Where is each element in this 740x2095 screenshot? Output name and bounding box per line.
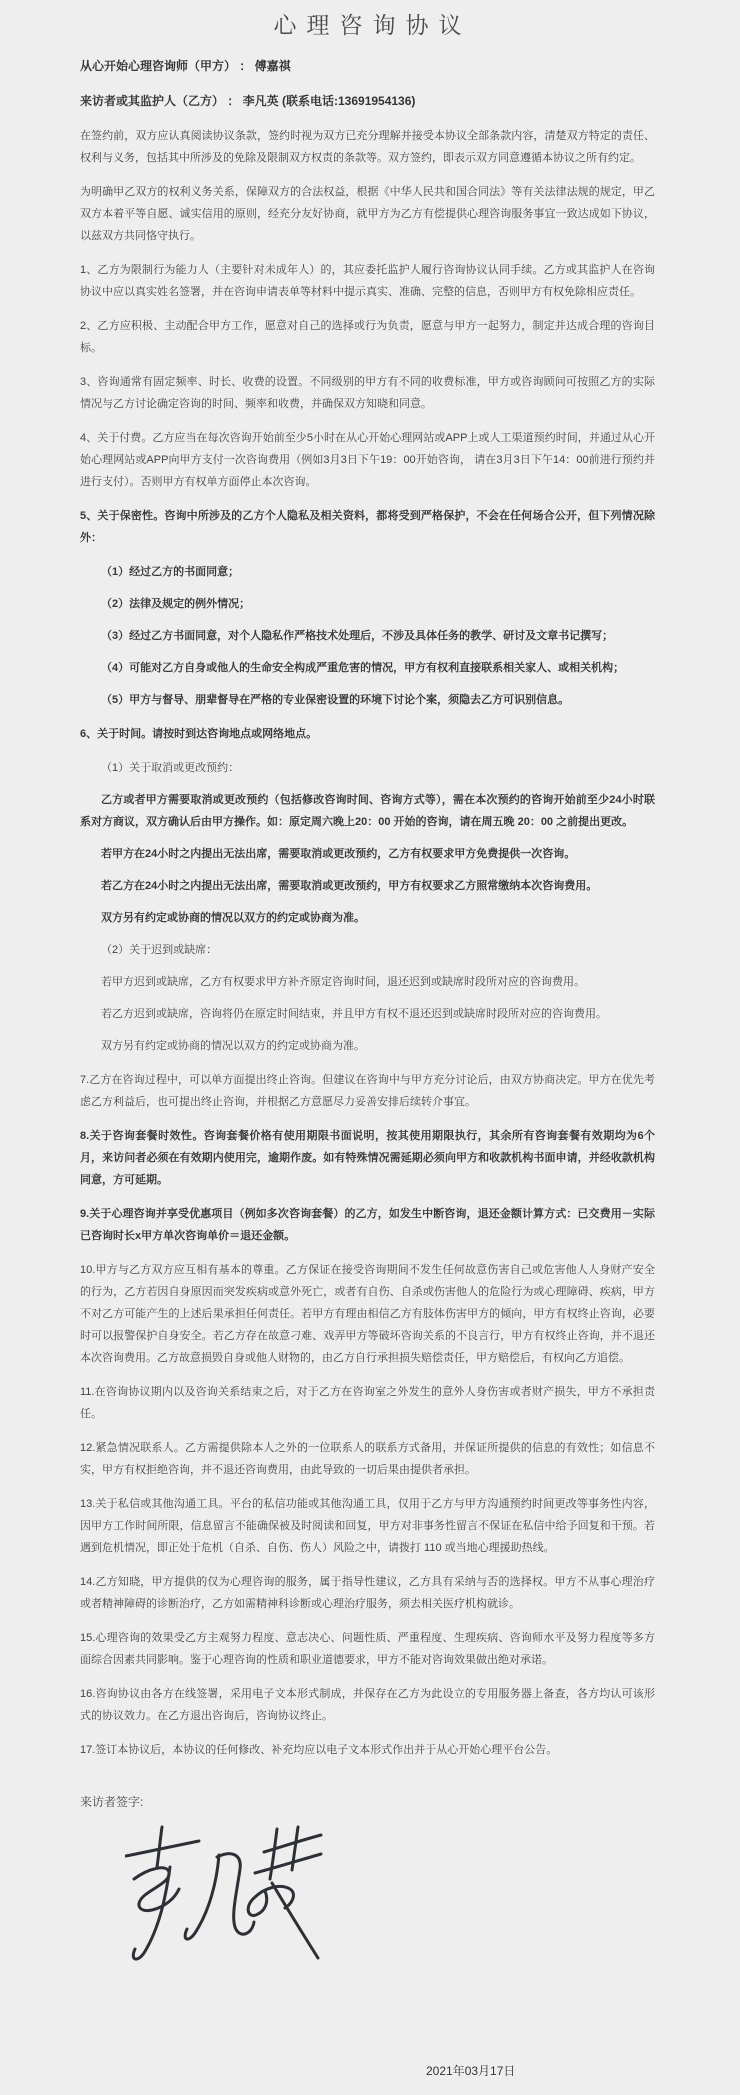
clause-6-time: 6、关于时间。请按时到达咨询地点或网络地点。 xyxy=(80,728,318,740)
clause-5-exception-2: （2）法律及规定的例外情况； xyxy=(101,598,251,610)
handwritten-signature-image xyxy=(125,1825,325,1993)
clause-5-exception-4: （4）可能对乙方自身或他人的生命安全构成严重危害的情况，甲方有权利直接联系相关家人、或相关机构； xyxy=(101,662,625,674)
party-a-line: 从心开始心理咨询师（甲方） ： 傅嘉祺 xyxy=(80,59,291,73)
clause-9-refund-formula: 9.关于心理咨询并享受优惠项目（例如多次咨询套餐）的乙方，如发生中断咨询，退还金额计算方式：已交费用－实际已咨询时长x甲方单次咨询单价＝退还金额。 xyxy=(80,1208,655,1242)
page-title: 心理咨询协议 xyxy=(273,12,472,38)
clause-16-electronic-signing: 16.咨询协议由各方在线签署，采用电子文本形式制成，并保存在乙方为此设立的专用服务器上备查，各方均认可该形式的协议效力。在乙方退出咨询后，咨询协议终止。 xyxy=(80,1688,655,1722)
signature-date-text: 2021年03月17日 xyxy=(426,2064,516,2078)
clause-5-confidentiality: 5、关于保密性。咨询中所涉及的乙方个人隐私及相关资料，都将受到严格保护，不会在任何场合公开，但下列情况除外： xyxy=(80,510,655,544)
clause-6-2-party-a-late: 若甲方迟到或缺席，乙方有权要求甲方补齐原定咨询时间，退还迟到或缺席时段所对应的咨询费用。 xyxy=(101,976,585,988)
clause-12-emergency-contact: 12.紧急情况联系人。乙方需提供除本人之外的一位联系人的联系方式备用，并保证所提供的信息的有效性；如信息不实，甲方有权拒绝咨询，并不退还咨询费用，由此导致的一切后果由提供者承担。 xyxy=(80,1442,655,1476)
clause-4-payment: 4、关于付费。乙方应当在每次咨询开始前至少5小时在从心开始心理网站或APP上或人工渠道预约时间，并通过从心开始心理网站或APP向甲方支付一次咨询费用（例如3月3日下午19：00开始咨询， 请在3月3日下午14：00前进行预约并进行支付）。否则甲方有权单方面停止本次咨询。 xyxy=(80,432,655,488)
clause-15-effect-disclaimer: 15.心理咨询的效果受乙方主观努力程度、意志决心、问题性质、严重程度、生理疾病、咨询师水平及努力程度等多方面综合因素共同影响。鉴于心理咨询的性质和职业道德要求，甲方不能对咨询效果做出绝对承诺。 xyxy=(80,1632,655,1666)
clause-5-exception-5: （5）甲方与督导、朋辈督导在严格的专业保密设置的环境下讨论个案，须隐去乙方可识别信息。 xyxy=(101,694,570,706)
preamble-acknowledgement: 在签约前，双方应认真阅读协议条款，签约时视为双方已充分理解并接受本协议全部条款内容，清楚双方特定的责任、权利与义务，包括其中所涉及的免除及限制双方权责的条款等。双方签约，即表示双方同意遵循本协议之所有约定。 xyxy=(80,130,655,164)
clause-6-1-heading: （1）关于取消或更改预约： xyxy=(101,762,240,774)
clause-2-cooperation: 2、乙方应积极、主动配合甲方工作，愿意对自己的选择或行为负责，愿意与甲方一起努力，制定并达成合理的咨询目标。 xyxy=(80,320,655,354)
clause-14-service-scope: 14.乙方知晓，甲方提供的仅为心理咨询的服务，属于指导性建议，乙方具有采纳与否的选择权。甲方不从事心理治疗或者精神障碍的诊断治疗，乙方如需精神科诊断或心理治疗服务，须去相关医疗机构就诊。 xyxy=(80,1576,655,1610)
clause-6-2-party-b-late: 若乙方迟到或缺席，咨询将仍在原定时间结束，并且甲方有权不退还迟到或缺席时段所对应的咨询费用。 xyxy=(101,1008,607,1020)
clause-13-messaging: 13.关于私信或其他沟通工具。平台的私信功能或其他沟通工具，仅用于乙方与甲方沟通预约时间更改等事务性内容，因甲方工作时间所限，信息留言不能确保被及时阅读和回复，甲方对非事务性留言不保证在私信中给予回复和干预。若遇到危机情况，即正处于危机（自杀、自伤、伤人）风险之中，请拨打 110 或当地心理援助热线。 xyxy=(80,1498,655,1554)
clause-17-amendments: 17.签订本协议后，本协议的任何修改、补充均应以电子文本形式作出并于从心开始心理平台公告。 xyxy=(80,1744,558,1756)
clause-8-package-validity: 8.关于咨询套餐时效性。咨询套餐价格有使用期限书面说明，按其使用期限执行，其余所有咨询套餐有效期均为6个月，来访问者必须在有效期内使用完，逾期作废。如有特殊情况需延期必须向甲方和收款机构书面申请，并经收款机构同意，方可延期。 xyxy=(80,1130,655,1186)
clause-6-1-party-a-cancel: 若甲方在24小时之内提出无法出席，需要取消或更改预约，乙方有权要求甲方免费提供一次咨询。 xyxy=(101,848,576,860)
party-b-line: 来访者或其监护人（乙方） ： 李凡英 (联系电话:13691954136) xyxy=(80,94,416,108)
clause-11-liability: 11.在咨询协议期内以及咨询关系结束之后，对于乙方在咨询室之外发生的意外人身伤害或者财产损失，甲方不承担责任。 xyxy=(80,1386,655,1420)
visitor-signature xyxy=(125,1825,325,1993)
clause-7-termination: 7.乙方在咨询过程中，可以单方面提出终止咨询。但建议在咨询中与甲方充分讨论后，由双方协商决定。甲方在优先考虑乙方利益后，也可提出终止咨询，并根据乙方意愿尽力妥善安排后续转介事宜。 xyxy=(80,1074,655,1108)
clause-6-2-heading: （2）关于迟到或缺席： xyxy=(101,944,218,956)
clause-3-fees-setting: 3、咨询通常有固定频率、时长、收费的设置。不同级别的甲方有不同的收费标准，甲方或咨询顾问可按照乙方的实际情况与乙方讨论确定咨询的时间、频率和收费，并确保双方知晓和同意。 xyxy=(80,376,655,410)
clause-1-guardian: 1、乙方为限制行为能力人（主要针对未成年人）的，其应委托监护人履行咨询协议认同手续。乙方或其监护人在咨询协议中应以真实姓名签署，并在咨询申请表单等材料中提示真实、准确、完整的信息，否则甲方有权免除相应责任。 xyxy=(80,264,655,298)
clause-6-2-other-agreement: 双方另有约定或协商的情况以双方的约定或协商为准。 xyxy=(101,1040,365,1052)
signature-date xyxy=(80,2063,655,2079)
clause-6-1-party-b-cancel: 若乙方在24小时之内提出无法出席，需要取消或更改预约，甲方有权要求乙方照常缴纳本次咨询费用。 xyxy=(101,880,598,892)
clause-5-exception-3: （3）经过乙方书面同意，对个人隐私作严格技术处理后，不涉及具体任务的教学、研讨及文章书记撰写； xyxy=(101,630,614,642)
clause-5-exception-1: （1）经过乙方的书面同意； xyxy=(101,566,240,578)
agreement-body xyxy=(80,125,655,1761)
clause-6-1-other-agreement: 双方另有约定或协商的情况以双方的约定或协商为准。 xyxy=(101,912,365,924)
visitor-signature-label: 来访者签字: xyxy=(80,1795,144,1809)
clause-6-1-text: 乙方或者甲方需要取消或更改预约（包括修改咨询时间、咨询方式等），需在本次预约的咨询开始前至少24小时联系对方商议，双方确认后由甲方操作。如：原定周六晚上20：00 开始的咨询，请在周五晚 20：00 之前提出更改。 xyxy=(80,794,655,828)
clause-10-mutual-respect: 10.甲方与乙方双方应互相有基本的尊重。乙方保证在接受咨询期间不发生任何故意伤害自己或危害他人人身财产安全的行为，乙方若因自身原因而突发疾病或意外死亡，或者有自伤、自杀或伤害他人的危险行为或心理障碍、疾病，甲方不对乙方可能产生的上述后果承担任何责任。若甲方有理由相信乙方有肢体伤害甲方的倾向，甲方有权终止咨询，必要时可以报警保护自身安全。若乙方存在故意刁难、戏弄甲方等破坏咨询关系的不良言行，甲方有权终止咨询，并不退还本次咨询费用。乙方故意损毁自身或他人财物的，由乙方自行承担损失赔偿责任，甲方赔偿后，有权向乙方追偿。 xyxy=(80,1264,655,1364)
preamble-basis: 为明确甲乙双方的权利义务关系，保障双方的合法权益，根据《中华人民共和国合同法》等有关法律法规的规定，甲乙双方本着平等自愿、诚实信用的原则，经充分友好协商，就甲方为乙方有偿提供心理咨询服务事宜一致达成如下协议，以兹双方共同恪守执行。 xyxy=(80,186,655,242)
